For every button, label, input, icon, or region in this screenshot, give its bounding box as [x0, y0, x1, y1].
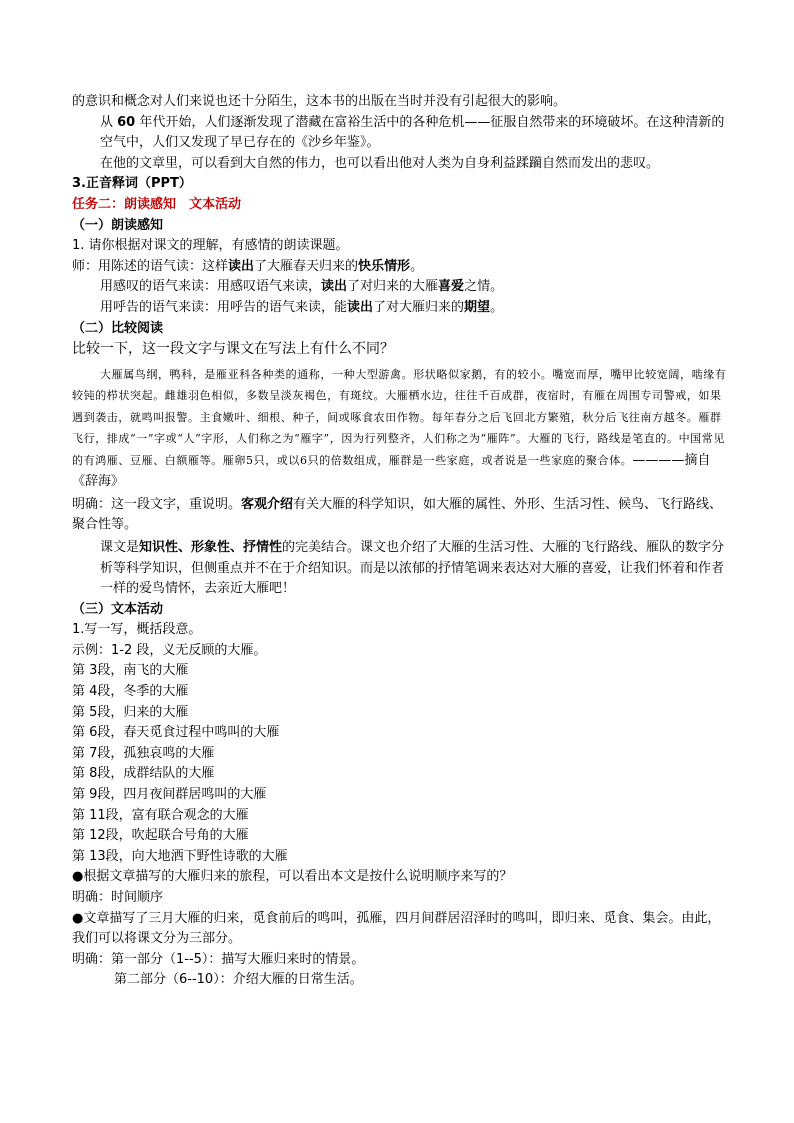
list-item: 第 5段，归来的大雁 [72, 704, 189, 720]
bold-span: 读出 [321, 279, 348, 295]
bold-span: 读出 [228, 258, 255, 274]
bold-span: 快乐情形 [358, 258, 411, 274]
list-item: 第 4段，冬季的大雁 [72, 684, 189, 700]
text-span: 了对大雁归来的 [373, 299, 465, 315]
list-item: 第 13段，向大地洒下野性诗歌的大雁 [72, 848, 288, 864]
text-span: 有关大雁的科学知识，如大雁的属性、外形、生活习性、候鸟、飞行路线、聚合性等。 [72, 496, 723, 533]
text-span: 之情。 [464, 279, 504, 295]
list-item: 第 11段，富有联合观念的大雁 [72, 807, 249, 823]
bold-number: 60 [117, 114, 136, 130]
text-span: 了大雁春天归来的 [254, 258, 359, 274]
bold-span: 喜爱 [438, 279, 465, 295]
parts-question: ●文章描写了三月大雁的归来，觅食前后的鸣叫，孤雁，四月间群居沼泽时的鸣叫，即归来、觅食、集会。由此，我们可以将课文分为三部分。 [72, 910, 721, 947]
section-activity-heading: （三）文本活动 [72, 601, 164, 617]
text-span: 师：用陈述的语气读：这样 [72, 258, 229, 274]
list-item: 第 6段，春天觅食过程中鸣叫的大雁 [72, 725, 280, 741]
compare-question: 比较一下，这一段文字与课文在写法上有什么不同？ [72, 341, 394, 358]
answer-text-nature [72, 538, 732, 600]
document-page [72, 92, 732, 991]
answer-compare [72, 495, 732, 536]
parts-answer-2: 第二部分（6--10）：介绍大雁的日常生活。 [114, 972, 363, 988]
teacher-line-3 [72, 298, 732, 319]
list-item: 第 3段，南飞的大雁 [72, 663, 189, 679]
list-item: 第 12段，吹起联合号角的大雁 [72, 828, 249, 844]
text-span: 用感叹的语气来读：用感叹语气来读， [100, 279, 322, 295]
cihai-quote [72, 364, 732, 493]
list-item: 第 9段，四月夜间群居鸣叫的大雁 [72, 787, 267, 803]
bold-span: 知识性、形象性、抒情性 [139, 539, 283, 555]
reading-question: 1. 请你根据对课文的理解，有感情的朗读课题。 [72, 238, 349, 254]
bold-span: 客观介绍 [241, 496, 294, 512]
text-span: 的完美结合。课文也介绍了大雁的生活习性、大雁的飞行路线、雁队的数字分析等科学知识，但侧重点并不在于介绍知识。而是以浓郁的抒情笔调来表达对大雁的喜爱，让我们怀着和作者一样的爱鸟情怀，去亲近大雁吧！ [100, 539, 725, 597]
order-question: ●根据文章描写的大雁归来的旅程，可以看出本文是按什么说明顺序来写的？ [72, 869, 513, 885]
order-answer: 明确：时间顺序 [72, 890, 164, 905]
quote-source: ————摘自《辞海》 [72, 452, 711, 490]
text-span: 了对归来的大雁 [347, 279, 439, 295]
intro-line: 的意识和概念对人们来说也还十分陌生，这本书的出版在当时并没有引起很大的影响。 [72, 94, 567, 109]
text-span: 年代开始，人们逐渐发现了潜藏在富裕生活中的各种危机——征服自然带来的环境破坏。在这种清新的空气中，人们又发现了早已存在的《沙乡年鉴》。 [100, 114, 725, 151]
list-item: 第 8段，成群结队的大雁 [72, 766, 215, 782]
bold-span: 期望 [464, 299, 491, 315]
parts-answer-1: 明确：第一部分（1--5）：描写大雁归来时的情景。 [72, 951, 365, 967]
section-compare-heading: （二）比较阅读 [72, 320, 164, 336]
intro-paragraph-essay: 在他的文章里，可以看到大自然的伟力，也可以看出他对人类为自身利益蹂躏自然而发出的悲叹。 [100, 155, 660, 171]
bold-span: 读出 [347, 299, 374, 315]
list-item: 第 7段，孤独哀鸣的大雁 [72, 745, 215, 761]
intro-paragraph-60s [72, 113, 732, 154]
section-reading-heading: （一）朗读感知 [72, 217, 164, 233]
text-span: 从 [100, 114, 118, 130]
task2-heading: 任务二：朗读感知 文本活动 [72, 196, 242, 212]
text-span: 明确：这一段文字，重说明。 [72, 496, 242, 512]
write-question: 1.写一写，概括段意。 [72, 622, 202, 638]
text-span: 。 [410, 258, 424, 274]
text-span: 。 [490, 299, 504, 315]
paragraph-summary-list [72, 661, 732, 867]
item-pronunciation: 3.正音释词（PPT） [72, 176, 192, 192]
text-span: 课文是 [100, 539, 140, 555]
example-line: 示例：1-2 段，义无反顾的大雁。 [72, 642, 267, 658]
quote-text: 大雁属鸟纲，鸭科，是雁亚科各种类的通称，一种大型游禽。形状略似家鹅，有的较小。嘴宽而厚，嘴甲比较宽阔，啮缘有较钝的栉状突起。雌雄羽色相似，多数呈淡灰褐色，有斑纹。大雁栖水边，往往千百成群，夜宿时，有雁在周围专司警戒，如果遇到袭击，就鸣叫报警。主食嫩叶、细根、种子，间或啄食农田作物。每年春分之后飞回北方繁殖，秋分后飞往南方越冬。雁群飞行，排成“一”字或“人”字形，人们称之为“雁字”，因为行列整齐，人们称之为“雁阵”。大雁的飞行，路线是笔直的。中国常见的有鸿雁、豆雁、白额雁等。雁卵5只，或以6只的倍数组成，雁群是一些家庭，或者说是一些家庭的聚合体。 [72, 367, 727, 467]
teacher-line-2 [72, 277, 732, 298]
text-span: 用呼告的语气来读：用呼告的语气来读，能 [100, 299, 348, 315]
teacher-line-1 [72, 257, 732, 278]
